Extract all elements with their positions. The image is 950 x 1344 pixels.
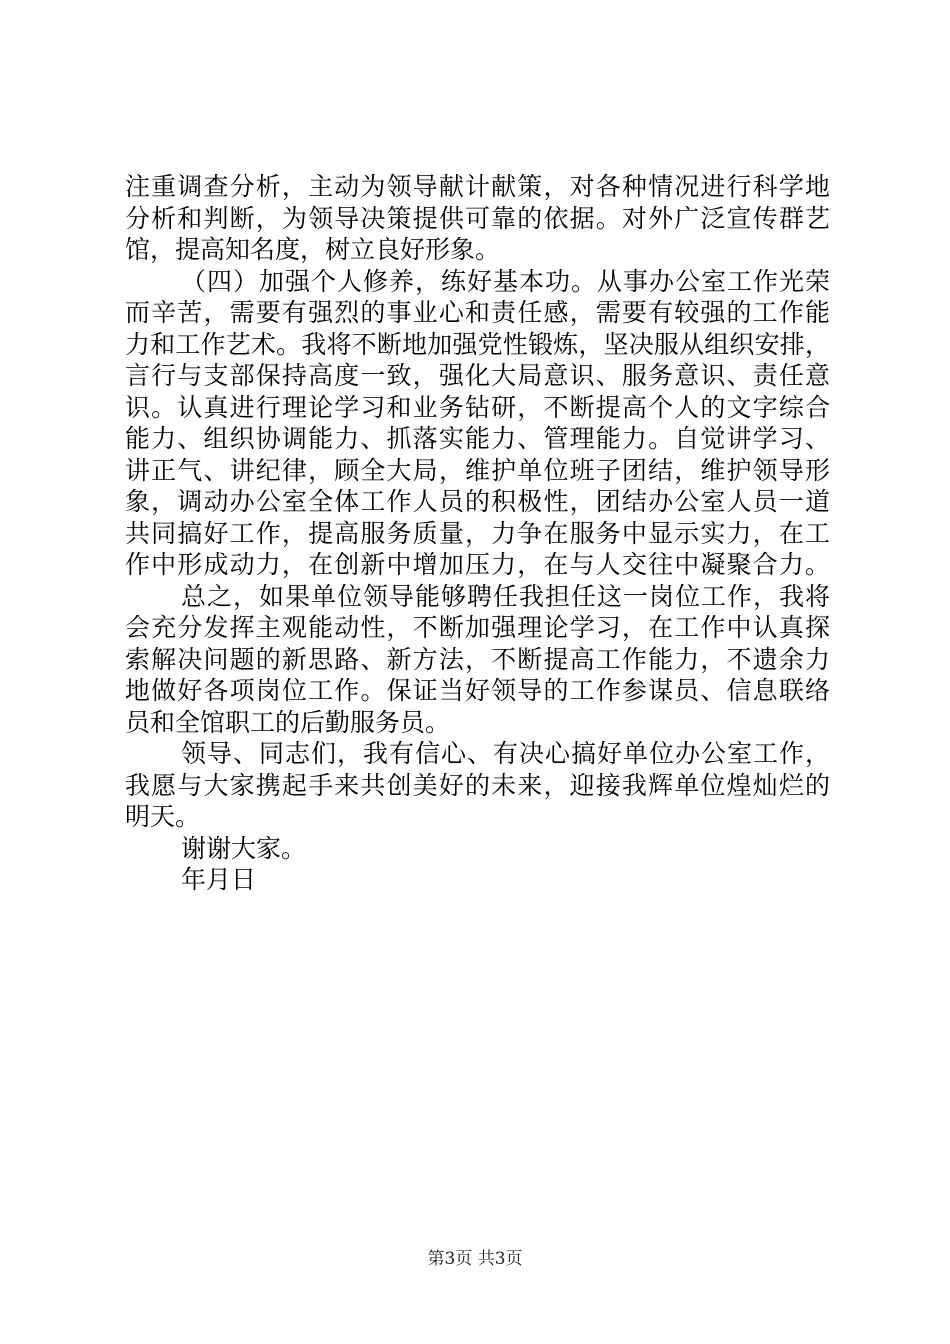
paragraph-start-line: （四）加强个人修养，练好基本功。从事办公室工作光荣 <box>181 266 830 296</box>
body-line: 地做好各项岗位工作。保证当好领导的工作参谋员、信息联络 <box>125 676 830 705</box>
body-line: 象，调动办公室全体工作人员的积极性，团结办公室人员一道 <box>125 487 830 516</box>
closing-date: 年月日 <box>181 865 257 894</box>
body-line: 索解决问题的新思路、新方法，不断提高工作能力，不遗余力 <box>125 644 830 674</box>
body-line: 员和全馆职工的后勤服务员。 <box>125 707 451 737</box>
page-footer: 第3页 共3页 <box>427 1249 523 1269</box>
body-line: 而辛苦，需要有强烈的事业心和责任感，需要有较强的工作能 <box>125 298 830 327</box>
body-line: 馆，提高知名度，树立良好形象。 <box>125 235 501 264</box>
body-line: 会充分发挥主观能动性，不断加强理论学习，在工作中认真探 <box>125 613 830 642</box>
body-line: 注重调查分析，主动为领导献计献策，对各种情况进行科学地 <box>125 172 830 201</box>
body-line: 分析和判断，为领导决策提供可靠的依据。对外广泛宣传群艺 <box>125 203 830 233</box>
paragraph-start-line: 领导、同志们，我有信心、有决心搞好单位办公室工作， <box>181 739 830 768</box>
body-line: 能力、组织协调能力、抓落实能力、管理能力。自觉讲学习、 <box>125 424 830 453</box>
closing-thanks: 谢谢大家。 <box>181 833 307 863</box>
body-line: 言行与支部保持高度一致，强化大局意识、服务意识、责任意 <box>125 361 830 390</box>
body-line: 讲正气、讲纪律，顾全大局，维护单位班子团结，维护领导形 <box>125 455 830 485</box>
body-line: 识。认真进行理论学习和业务钻研，不断提高个人的文字综合 <box>125 392 830 422</box>
body-line: 力和工作艺术。我将不断地加强党性锻炼，坚决服从组织安排， <box>125 329 830 359</box>
body-line: 作中形成动力，在创新中增加压力，在与人交往中凝聚合力。 <box>125 550 830 579</box>
body-line: 我愿与大家携起手来共创美好的未来，迎接我辉单位煌灿烂的 <box>125 770 830 800</box>
document-body <box>125 171 830 896</box>
body-line: 共同搞好工作，提高服务质量，力争在服务中显示实力，在工 <box>125 518 830 548</box>
paragraph-start-line: 总之，如果单位领导能够聘任我担任这一岗位工作，我将 <box>181 581 830 611</box>
body-line: 明天。 <box>125 802 201 831</box>
